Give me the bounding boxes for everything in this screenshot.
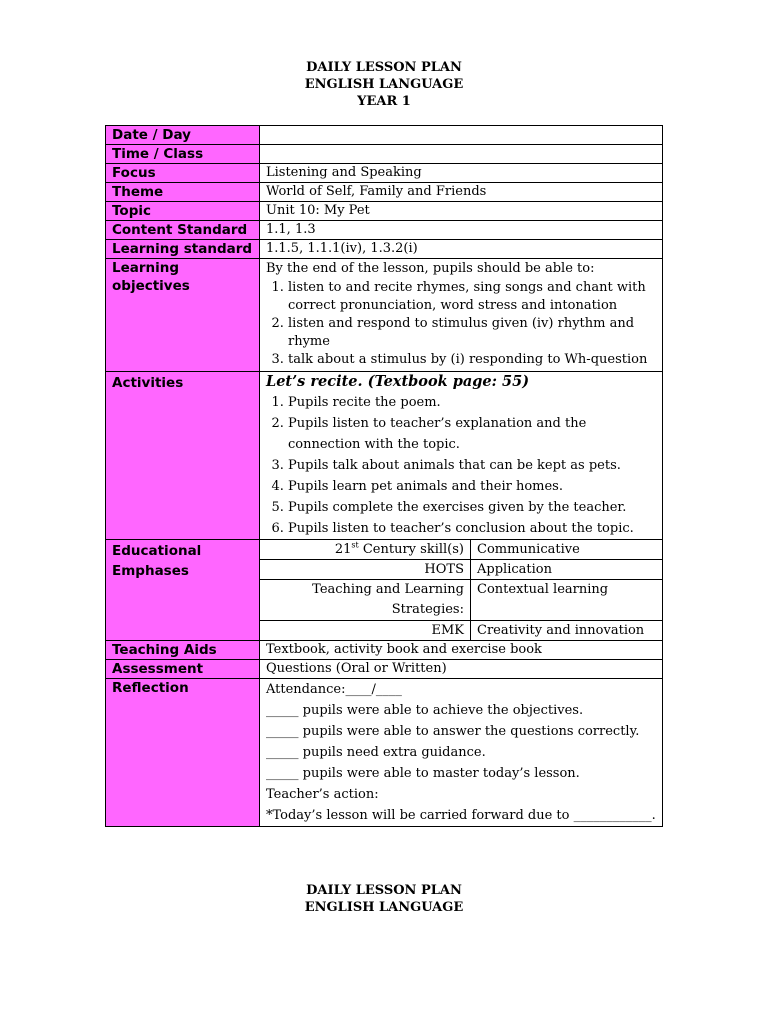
value-learning-objectives (260, 259, 663, 372)
value-reflection (260, 679, 663, 827)
label-content-standard: Content Standard (106, 221, 260, 240)
hots-value: Application (471, 560, 663, 580)
document-header (0, 59, 768, 110)
label-activities: Activities (106, 372, 260, 540)
label-learning-objectives: Learning objectives (106, 259, 260, 372)
label-teaching-aids: Teaching Aids (106, 641, 260, 660)
activity-item: 1. Pupils recite the poem. (288, 392, 656, 413)
value-content-standard: 1.1, 1.3 (260, 221, 663, 240)
row-reflection (106, 679, 663, 827)
label-educational: Educational (112, 543, 202, 559)
objectives-list (266, 279, 656, 369)
row-theme (106, 183, 663, 202)
hots-key: HOTS (260, 560, 471, 580)
value-learning-standard: 1.1.5, 1.1.1(iv), 1.3.2(i) (260, 240, 663, 259)
value-activities (260, 372, 663, 540)
header-subject-2: ENGLISH LANGUAGE (304, 900, 464, 915)
label-assessment: Assessment (106, 660, 260, 679)
header-subject: ENGLISH LANGUAGE (304, 77, 464, 92)
label-topic: Topic (106, 202, 260, 221)
activity-item: 3. Pupils talk about animals that can be kept as pets. (288, 455, 656, 476)
reflection-line: _____ pupils need extra guidance. (266, 745, 486, 760)
value-topic: Unit 10: My Pet (260, 202, 663, 221)
emphasis-row-strategies (260, 580, 662, 621)
reflection-line: Teacher’s action: (266, 787, 379, 802)
label-date-day: Date / Day (106, 126, 260, 145)
row-learning-objectives (106, 259, 663, 372)
emphasis-row-emk (260, 621, 662, 641)
label-theme: Theme (106, 183, 260, 202)
objective-item: 1. listen to and recite rhymes, sing songs and chant with correct pronunciation, word stress and intonation (288, 279, 656, 315)
row-content-standard (106, 221, 663, 240)
row-educational-emphases (106, 540, 663, 641)
reflection-line: _____ pupils were able to achieve the objectives. (266, 703, 584, 718)
emphasis-row-century (260, 540, 662, 560)
row-topic (106, 202, 663, 221)
label-learning-standard: Learning standard (106, 240, 260, 259)
century-skill-value: Communicative (471, 540, 663, 560)
activity-item: 4. Pupils learn pet animals and their homes. (288, 476, 656, 497)
strategies-value: Contextual learning (471, 580, 663, 621)
row-activities (106, 372, 663, 540)
value-time-class[interactable] (260, 145, 663, 164)
label-emphases: Emphases (112, 563, 189, 579)
reflection-line: _____ pupils were able to master today’s lesson. (266, 766, 580, 781)
reflection-line: *Today’s lesson will be carried forward due to ____________. (266, 808, 656, 823)
label-educational-emphases (106, 540, 260, 641)
label-reflection: Reflection (106, 679, 260, 827)
row-time-class (106, 145, 663, 164)
row-teaching-aids (106, 641, 663, 660)
header-year: YEAR 1 (357, 94, 411, 109)
objective-item: 3. talk about a stimulus by (i) responding to Wh-question (288, 351, 656, 369)
reflection-line: Attendance:____/____ (266, 682, 402, 697)
activity-item: 2. Pupils listen to teacher’s explanation and the connection with the topic. (288, 413, 656, 455)
second-page-header (0, 882, 768, 916)
row-focus (106, 164, 663, 183)
row-learning-standard (106, 240, 663, 259)
strategies-key: Teaching and Learning Strategies: (260, 580, 471, 621)
lesson-plan-table (105, 125, 663, 827)
objective-item: 2. listen and respond to stimulus given (iv) rhythm and rhyme (288, 315, 656, 351)
value-assessment: Questions (Oral or Written) (260, 660, 663, 679)
reflection-line: _____ pupils were able to answer the questions correctly. (266, 724, 640, 739)
label-time-class: Time / Class (106, 145, 260, 164)
value-educational-emphases (260, 540, 663, 641)
activity-item: 5. Pupils complete the exercises given by the teacher. (288, 497, 656, 518)
row-assessment (106, 660, 663, 679)
header-title: DAILY LESSON PLAN (306, 60, 462, 75)
value-theme: World of Self, Family and Friends (260, 183, 663, 202)
value-teaching-aids: Textbook, activity book and exercise book (260, 641, 663, 660)
emphasis-row-hots (260, 560, 662, 580)
row-date-day (106, 126, 663, 145)
emk-key: EMK (260, 621, 471, 641)
emk-value: Creativity and innovation (477, 623, 645, 638)
activity-item: 6. Pupils listen to teacher’s conclusion about the topic. (288, 518, 656, 539)
header-title-2: DAILY LESSON PLAN (306, 883, 462, 898)
value-focus: Listening and Speaking (260, 164, 663, 183)
activities-list (266, 392, 656, 539)
objectives-intro: By the end of the lesson, pupils should be able to: (266, 261, 595, 276)
emphases-table (260, 540, 662, 640)
label-focus: Focus (106, 164, 260, 183)
century-skill-key: 21st Century skill(s) (260, 540, 471, 560)
activities-title: Let’s recite. (Textbook page: 55) (266, 373, 530, 390)
value-date-day[interactable] (260, 126, 663, 145)
